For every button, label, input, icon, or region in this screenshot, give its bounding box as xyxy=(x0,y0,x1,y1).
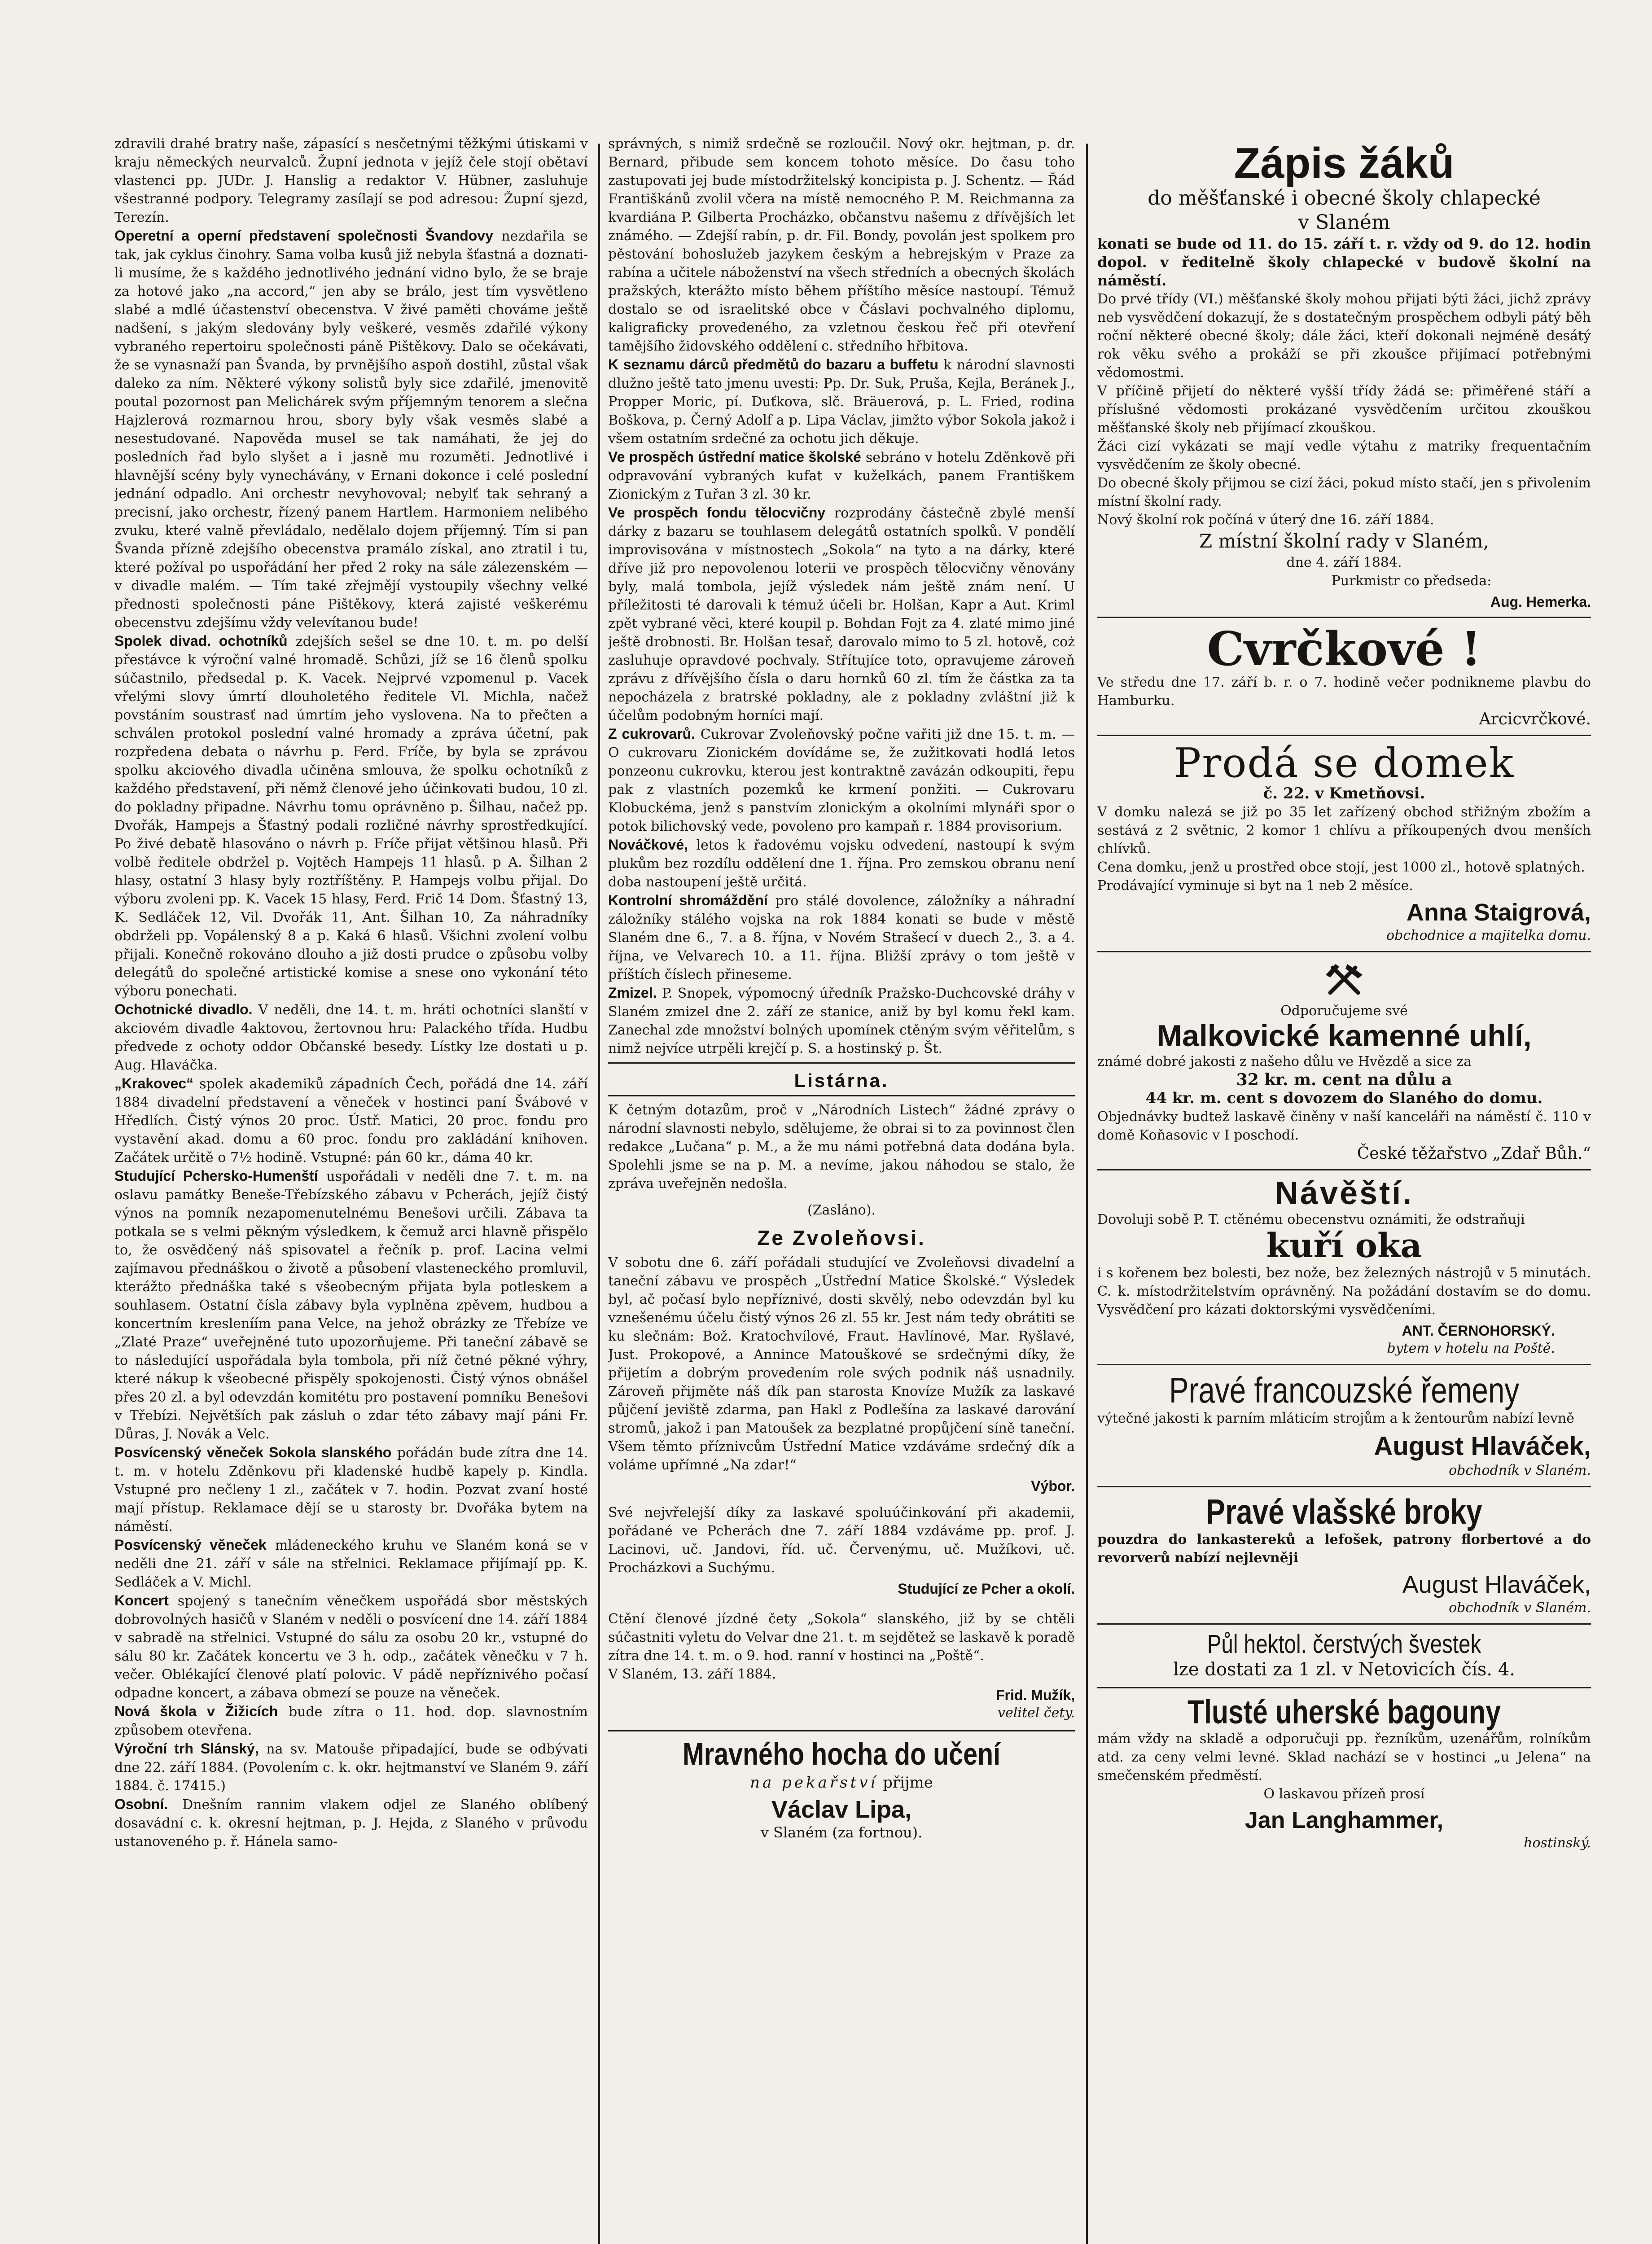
article-heading: Ochotnické divadlo. xyxy=(114,1001,253,1017)
coal-signature: České těžařstvo „Zdař Bůh.“ xyxy=(1357,1144,1591,1163)
article-heading: Zmizel. xyxy=(608,985,657,1001)
listarna-section xyxy=(608,1062,1075,1096)
newspaper-page xyxy=(114,135,1591,2244)
shot-ad xyxy=(1097,1487,1591,1625)
article xyxy=(114,1702,588,1740)
signature: Výbor. xyxy=(1031,1478,1075,1494)
article-text: V neděli, dne 14. t. m. hráti ochotníci slanští v akciovém divadle 4aktovou, žertovnou hru: Palackého třída. Hudbu předvede z ochoty oddor Občanské besedy. Lístky lze dostati u p. Aug. Hlaváčka. xyxy=(114,1002,588,1073)
zapis-date: dne 4. září 1884. xyxy=(1286,554,1402,570)
article-heading: Z cukrovarů. xyxy=(608,726,696,742)
article-text: uspořádali v neděli dne 7. t. m. na oslavu památky Beneše-Třebízského zábavu v Pcherách, jejíž čistý výnos na pomník nezapomenutelnému Benešovi určili. Zábava ta potkala se s velmi pěkným výsledkem, k čemuž arci hlavně přispělo to, že osvědčený náš spisovatel a řečník p. prof. Lacina velmi zajímavou přednáškou o životě a působení vlasteneckého promluvil, kterážto přednáška také s všeobecným přijata byla potleskem a souhlasem. Ostatní čísla zábavy byla vyplněna zpěvem, hudbou a koncertním kresleníím pana Velce, na jehož obrázky ze Třebíze ve „Zlaté Praze“ uveřejněné tuto upozorňujeme. Při taneční zábavě se to následující uspořádala byla tombola, při níž četné pěkné výhry, které nákup k všeobecné přispěly spokojenosti. Čistý výnos obnášel přes 20 zl. a byl odevzdán komitétu pro postavení pomníku Benešovi v Třebízi. Největších pak zásluh o zdar této zábavy mají páni Fr. Důras, J. Novák a Velc. xyxy=(114,1169,588,1442)
article-heading: Nová škola v Žižicích xyxy=(114,1703,278,1719)
article-heading: Kontrolní shromáždění xyxy=(608,892,768,908)
article xyxy=(114,1536,588,1591)
article-heading: Posvícenský věneček xyxy=(114,1537,267,1553)
signature: Frid. Mužík, xyxy=(996,1687,1075,1703)
article-text: mládeneckého kruhu ve Slaném koná se v neděli dne 21. září v sále na střelnici. Reklamace přijímají pp. K. Sedláček a V. Michl. xyxy=(114,1538,588,1590)
article-text: zdravili drahé bratry naše, zápasící s nesčetnými těžkými útiskami v kraju německých neurvalců. Župní jednota v jejíž čele stojí obětaví vlastenci pp. JUDr. J. Hanslig a redaktor V. Hübner, zasluhuje všestranné podpory. Telegramy zasílají se pod adresou: Župní sjezd, Terezín. xyxy=(114,136,588,225)
zapis-text: V příčině přijetí do některé vyšší třídy žádá se: přiměřené stáří a příslušné vědomosti prokázané vysvědčením určitou zkouškou měšťanské školy neb přijímací zkouškou. xyxy=(1097,383,1591,436)
house-sale-ad xyxy=(1097,736,1591,953)
belts-title: Pravé francouzské řemeny xyxy=(1169,1370,1520,1411)
house-sale-text: Cena domku, jenž u prostřed obce stojí, jest 1000 zl., hotově splatných. xyxy=(1097,859,1585,876)
coal-pretitle: Odporučujeme své xyxy=(1280,1003,1408,1019)
sokol-place: V Slaném, 13. září 1884. xyxy=(608,1666,776,1682)
zapis-subtitle: do měšťanské i obecné školy chlapecké xyxy=(1148,186,1541,210)
article-text: k národní slavnosti dlužno ještě tato jmenu uvesti: Pp. Dr. Suk, Pruša, Kejla, Beránek J., Propper Moric, pí. Duťkova, slč. Bräuerová, p. L. Fried, rodina Boškova, p. Černý Adolf a p. Lipa Václav, jimžto výbor Sokola jakož i všem ostatním srdečné za ochotu jich děkuje. xyxy=(608,357,1075,447)
article-heading: „Krakovec“ xyxy=(114,1075,194,1091)
bacon-signature-sub: hostinský. xyxy=(1524,1835,1591,1851)
article-text: sebráno v hotelu Zděnkově při odpravování vybraných kufat v kuželkách, panem Františkem Zionickým z Tuřan 3 zl. 30 kr. xyxy=(608,450,1075,502)
ad-trade: na pekařství xyxy=(750,1773,878,1792)
zapis-role: Purkmistr co předseda: xyxy=(1331,573,1492,589)
belts-ad xyxy=(1097,1365,1591,1487)
article-text: bude zítra o 11. hod. dop. slavnostním způsobem otevřena. xyxy=(114,1704,588,1738)
article xyxy=(114,1074,588,1167)
article-text: nezdařila se tak, jak cyklus činohry. Sama volba kusů již nebyla šťastná a doznati-li musíme, že s každého jednotlivého jednání vidno bylo, že se braje za hotové jako „na accord,“ jen aby se brálo, jest tím vysvětleno slabé a mdlé účastenství obecenstva. V živé paměti chováme ještě nadšení, s jakým sledovány byly veškeré, vesměs zdařilé výkony vybraného repertoiru společnosti páně Pištěkovy. Dalo se očekávati, že se vynasnaží pan Švanda, by prvnějšího aspoň dostihl, zůstal však daleko za ním. Některé výkony solistů byly sice zdařilé, jmenovitě poutal pozornost pan Melichárek svým příjemným tenorem a slečna Hajzlerová rozmarnou hrou, sbory byly však vesměs slabé a nesestudované. Napověda musel se tak namáhati, že jej do posledních řad bylo slyšet a i jasně mu rozuměti. Jednotlivé i hlavnější scény byly vynechávány, v Ernani dokonce i celé poslední jednání odpadlo. Ani orchestr nevyhovoval; nebylť tak sehraný a precisní, jako orchestr, řízený panem Hartlem. Harmoniem nelibého zvuku, které valně převládalo, nedělalo dojem příjemný. Tím si pan Švanda přízně zdejšího obecenstva pramálo získal, ano ztratil i tu, které požíval po uspořádání her před 2 roky na sále zálezenském — v divadle malém. — Tím také zřejmějí vystoupily všechny velké přednosti společnosti páne Pištěkovy, která zajisté veškerému obecenstvu zdejšímu vždy velevítanou bude! xyxy=(114,228,588,631)
shot-title: Pravé vlašské broky xyxy=(1206,1492,1482,1532)
article-heading: Koncert xyxy=(114,1592,169,1608)
bacon-ad xyxy=(1097,1688,1591,1858)
shot-text: pouzdra do lankastereků a lefošek, patrony florbertové a do revorverů nabízí nejlevněji xyxy=(1097,1532,1591,1566)
ad-place: v Slaném (za fortnou). xyxy=(760,1823,923,1841)
article-heading: Ve prospěch fondu tělocvičny xyxy=(608,504,826,521)
plums-text: lze dostati za 1 zl. v Netovicích čís. 4. xyxy=(1173,1659,1515,1680)
article xyxy=(608,984,1075,1058)
signature: Studující ze Pcher a okolí. xyxy=(898,1581,1075,1597)
article-text: správných, s nimiž srdečně se rozloučil. Nový okr. hejtman, p. dr. Bernard, přibude sem koncem tohoto měsíce. Do času toho zastupovati jej bude místodržitelský koncipista p. J. Schentz. — Řád Františkánů zvolil včera na místě nemocného P. M. Reichmanna za kvardiána P. Gilberta Procházko, občanstvu našemu z dřívějších let známého. — Zdejší rabín, p. dr. Fil. Bondy, povolán jest spolkem pro pěstování bohoslužeb jazykem českým a hebrejským v Praze za rabína a učitele náboženství na všech středních a obecných školách pražských, kterážto místo během příštího měsíce nastoupí. Témuž dostalo se od israelitské obce v Čáslavi pochvalného diplomu, kaligraficky provedeného, za vzletnou českou řeč při otevření tamějšího židovského oddělení c. středního hřbitova. xyxy=(608,136,1075,354)
article xyxy=(608,725,1075,836)
column-2 xyxy=(608,135,1075,2244)
plums-ad xyxy=(1097,1625,1591,1688)
zapis-text: Nový školní rok počíná v úterý dne 16. září 1884. xyxy=(1097,512,1434,528)
coal-price: 44 kr. m. cent s dovozem do Slaného do domu. xyxy=(1145,1089,1543,1107)
belts-signature-sub: obchodník v Slaném. xyxy=(1449,1463,1591,1479)
article-text: spojený s tanečním věnečkem uspořádá sbor městských dobrovolných hasičů v Slaném v neděli o posvícení dne 14. září 1884 v sabradě na střelnici. Vstupné do sálu za osobu 20 kr., vstupné do sálu 80 kr. Začátek koncertu ve 3 h. odp., začátek věnečku v 7 h. večer. Oblékající členové platí polovic. V pádě nepříznivého počasí odpadne koncert, a zábava obmezí se pouze na věneček. xyxy=(114,1593,588,1701)
house-sale-subtitle: č. 22. v Kmetňovsi. xyxy=(1263,785,1425,803)
article-heading: Spolek divad. ochotníků xyxy=(114,633,288,649)
article-heading: Ve prospěch ústřední matice školské xyxy=(608,449,861,465)
thanks-text: Své nejvřelejší díky za laskavé spoluúčinkování při akademii, pořádané ve Pcherách dne 7. září 1884 vzdáváme pp. prof. J. Lacinovi, uč. Jandovi, říd. uč. Červenýmu, uč. Mužíkovi, uč. Procházkovi a Suchýmu. xyxy=(608,1505,1075,1576)
zapis-text: Žáci cizí vykázati se mají vedle výtahu z matriky frequentačním vysvědčením ze školy obecné. xyxy=(1097,438,1591,473)
bacon-signature: Jan Langhammer, xyxy=(1244,1807,1444,1833)
article-heading: Osobní. xyxy=(114,1796,168,1812)
plums-title: Půl hektol. čerstvých švestek xyxy=(1207,1630,1481,1659)
cvrckove-text: Ve středu dne 17. září b. r. o 7. hodině večer podnikneme plavbu do Hamburku. xyxy=(1097,674,1591,709)
zvolenovsi-title: Ze Zvoleňovsi. xyxy=(757,1226,926,1249)
corn-removal-ad xyxy=(1097,1170,1591,1365)
column-rule xyxy=(1086,144,1088,2244)
zapis-signature: Aug. Hemerka. xyxy=(1490,593,1591,610)
zvolenovsi-text: V sobotu dne 6. září pořádali studující ve Zvoleňovsi divadelní a taneční zábavu ve prospěch „Ústřední Matice Školské.“ Výsledek byl, ač počasí bylo nepříznivé, dosti skvělý, nebo odevzdán byl ku vznešenému účelu čistý výnos 26 zl. 55 kr. Jest nám tedy obrátiti se ku slečnám: Bož. Kratochvílové, Fraut. Havlínové, Mar. Ryšlavé, Just. Prokopové, a Annince Matouškové se srdečnými díky, že přijetím a dobrým provedením role svých podnik náš usnadnily. Zároveň přijměte náš dík pan starosta Knovíze Mužík za laskavé půjčení jeviště zdarma, pan Hakl z Podlešína za laskavé darování stromů, jakož i pan Matoušek za bezplatné propůjčení síně taneční. Všem těmto příznivcům Ústřední Matice vzdáváme srdečný dík a voláme upřímné „Na zdar!“ xyxy=(608,1255,1075,1473)
coal-text: Objednávky budtež laskavě činěny v naší kanceláři na náměstí č. 110 v domě Koňasovic v I poschodí. xyxy=(1097,1109,1591,1143)
article-heading: Studující Pchersko-Humenští xyxy=(114,1168,318,1184)
article-text: letos k řadovému vojsku odvedení, nastoupí k svým plukům bez rozdílu oddělení dne 1. října. Pro zemskou obranu není doba nastoupení ještě určitá. xyxy=(608,837,1075,890)
article xyxy=(114,1000,588,1074)
article-text: spolek akademiků západních Čech, pořádá dne 14. září 1884 divadelní představení a věneček v hostinci paní Švábové v Hředlích. Čistý výnos 20 proc. Ústř. Matici, 20 proc. fondu pro vystavění akad. domu a 60 proc. fondu pro zakládání knihoven. Začátek určitě o 7½ hodině. Vstupné: pán 60 kr., dáma 40 kr. xyxy=(114,1076,588,1166)
shot-signature-sub: obchodník v Slaném. xyxy=(1449,1600,1591,1616)
sokol-notice: Ctění členové jízdné čety „Sokola“ slanského, již by se chtěli súčastniti vyletu do Velvar dne 21. t. m sejdětež se laskavě k poradě zítra dne 14. t. m. o 9. hod. ranní v hostinci na „Poště“. xyxy=(608,1611,1075,1664)
ad-name: Václav Lipa, xyxy=(771,1796,912,1823)
cvrckove-signature: Arcicvrčkové. xyxy=(1479,710,1591,728)
notice-headline: kuří oka xyxy=(1266,1227,1422,1266)
article xyxy=(114,227,588,632)
cvrckove-title: Cvrčkové ! xyxy=(1207,621,1481,676)
house-sale-text: Prodávající vyminuje si byt na 1 neb 2 měsíce. xyxy=(1097,878,1413,894)
listarna-title: Listárna. xyxy=(794,1070,889,1091)
coal-text: známé dobré jakosti z našeho důlu ve Hvězdě a sice za xyxy=(1097,1053,1472,1069)
article-text: pro stálé dovolence, záložníky a náhradní záložníky stálého vojska na rok 1884 konati se bude v městě Slaném dne 6., 7. a 8. října, v Novém Strašecí v duech 2., 3. a 4. října, ve Velvarech 10. a 11. října. Bližší zprávy o tom ještě v příštích číslech přineseme. xyxy=(608,893,1075,982)
notice-text: Dovoluji sobě P. T. ctěnému obecenstvu oznámiti, že odstraňuji xyxy=(1097,1212,1525,1228)
house-sale-signature: Anna Staigrová, xyxy=(1406,899,1591,926)
ad-line xyxy=(608,1774,1075,1792)
zapis-text: konati se bude od 11. do 15. září t. r. vždy od 9. do 12. hodin dopol. v ředitelně školy chlapecké v budově školní na náměstí. xyxy=(1097,235,1591,289)
article xyxy=(114,1443,588,1536)
article xyxy=(114,1167,588,1443)
ad-headline: Mravného hocha do učení xyxy=(682,1736,1001,1771)
article-text: Dnešním rannim vlakem odjel ze Slaného oblíbený dosavádní c. k. okresní hejtman, p. J. Hejda, z Slaného v průvodu ustanoveného p. ř. Hánela samo- xyxy=(114,1797,588,1850)
article xyxy=(114,1591,588,1702)
apprentice-ad xyxy=(608,1730,1075,1848)
article xyxy=(608,836,1075,891)
shot-signature: August Hlaváček, xyxy=(1402,1571,1591,1599)
article xyxy=(608,504,1075,725)
cvrckove-ad xyxy=(1097,618,1591,736)
column-3 xyxy=(1097,135,1591,2244)
article-text: P. Snopek, výpomocný úředník Pražsko-Duchcovské dráhy v Slaném zmizel dne 2. září ze stanice, aniž by byl komu řekl kam. Zanechal zde množství bolných upomínek ctěným svým věřitelům, s nimž nejvíce utrpěli krejčí p. S. a hostinský p. Št. xyxy=(608,986,1075,1056)
house-sale-title: Prodá se domek xyxy=(1174,739,1515,787)
notice-title: Návěští. xyxy=(1275,1175,1414,1211)
belts-text: výtečné jakosti k parním mláticím strojům a k žentourům nabízí levně xyxy=(1097,1411,1575,1427)
notice-signature: ANT. ČERNOHORSKÝ. xyxy=(1402,1323,1555,1339)
coal-ad xyxy=(1097,952,1591,1170)
bacon-title: Tlusté uherské bagouny xyxy=(1188,1693,1501,1731)
listarna-text: K četným dotazům, proč v „Národních Listech“ žádné zprávy o národní slavnosti nebylo, sdělujeme, že obrai si to za povinnost člen redakce „Lučana“ p. M., a že mu námi potřebná data dodána byla. Spolehli jsme se na p. M. a nevíme, jakou náhodou se stalo, že zpráva uveřejněn nedošla. xyxy=(608,1102,1075,1192)
zapis-text: Do obecné školy přijmou se cizí žáci, pokud místo stačí, jen s přivolením místní školní rady. xyxy=(1097,475,1591,509)
ad-verb: přijme xyxy=(883,1773,933,1792)
zapis-ad xyxy=(1097,135,1591,618)
bacon-pretext: O laskavou přízeň prosí xyxy=(1263,1786,1425,1802)
notice-signature-sub: bytem v hotelu na Poště. xyxy=(1387,1341,1555,1357)
article xyxy=(608,448,1075,504)
article-heading: Nováčkové, xyxy=(608,837,688,853)
article-text: zdejších sešel se dne 10. t. m. po delší přestávce k výroční valné hromadě. Schůzi, jíž se 16 členů spolku súčastnilo, předsedal p. K. Vacek. Nejprvé vzpomenul p. Vacek vřelými slovy úmrtí dlouholetého ředitele Vl. Michla, načež povstáním soustrasť nad úmrtím jeho vyslovena. Na to přečten a schválen protokol poslední valné hromady a zpráva účetní, pak rozpředena debata o návrhu p. Ferd. Fríče, by byla se zprávou spolku akciového divadla učiněna smlouva, že spolku ochotníků z každého představení, při němž členové jeho účinkovati budou, 10 zl. do pokladny připadne. Návrhu tomu oprávněno p. Šilhau, načež pp. Dvořák, Hampejs a Šťastný podali rozličné návrhy sprostředkující. Po živé debatě hlasováno o návrh p. Fríče přijat většinou hlasů. Při volbě ředitele obdržel p. Vojtěch Hampejs 11 hlasů. p A. Šilhan 2 hlasy, ostatní 3 hlasy byly roztříštěny. P. Hampejs volbu přijal. Do výboru zvoleni pp. K. Vacek 15 hlasy, Ferd. Frič 14 Dom. Šťastný 13, K. Sedláček 12, Vil. Dvořák 11, Ant. Šilhan 10, Za náhradníky obdrželi pp. Vopálenský 8 a p. Kaká 6 hlasů. Všichni zvolení volbu přijali. Konečně rokováno dlouho a již dosti prudce o způsobu volby delegátů do společné artistické komise a snese ono vykonání této výboru ponechati. xyxy=(114,634,588,999)
article xyxy=(114,1795,588,1851)
article-text: pořádán bude zítra dne 14. t. m. v hotelu Zděnkovu při kladenské hudbě kapely p. Kindla. Vstupné pro nečleny 1 zl., začátek v 7. hodin. Pozvat zvaní hosté mají přístup. Reklamace dějí se u starosty br. Dvořáka bytem na náměstí. xyxy=(114,1445,588,1534)
zapis-text: Do prvé třídy (VI.) měšťanské školy mohou přijati býti žáci, jichž zprávy neb vysvědčení dokazují, že s dostatečným prospěchem odbyli pátý běh roční některé obecné školy; dále žáci, kteří dokonali nejméně desátý rok věku svého a prokáží se při zkoušce přijímací potřebnými vědomostmi. xyxy=(1097,291,1591,381)
article-heading: Posvícenský věneček Sokola slanského xyxy=(114,1444,392,1460)
coal-title: Malkovické kamenné uhlí, xyxy=(1157,1019,1532,1053)
signature-role: velitel čety. xyxy=(998,1705,1075,1721)
article-heading: Výroční trh Slánský, xyxy=(114,1740,259,1757)
article-heading: K seznamu dárců předmětů do bazaru a buffetu xyxy=(608,356,938,373)
article-text: rozprodány částečně zbylé menší dárky z bazaru se touhlasem delegátů ostatních spolků. V pondělí improvisována v místnostech „Sokola“ na tyto a na dárky, které dříve již pro nepovolenou loterii ve prospěch tělocvičny věnovány byly, malá tombola, jejíž výsledek nám ještě znám není. U příležitosti té darovali k témuž účeli br. Holšan, Kapr a Aut. Kriml zpět vybrané věci, které koupil p. Bohdan Fojt za 4. zlaté mimo jiné ještě drobnosti. Br. Holšan tesař, darovalo mimo to 5 zl. hotově, coż zasluhuje opravdové pochvaly. Střítujíce toto, opravujeme zároveň zprávu z dřívějšího čísla o daru hornků 60 zl. tím že částka za ta nepocházela z bratrské pokladny, ale z pokladny zvláštní již k účelům podobným horníci mají. xyxy=(608,505,1075,723)
article xyxy=(608,891,1075,984)
hammer-pick-icon xyxy=(1097,959,1591,1002)
article xyxy=(114,632,588,1000)
bacon-text: mám vždy na skladě a odporučuji pp. řezníkům, uzenářům, rolníkům atd. za ceny velmi levné. Sklad nachází se v hostinci „u Jelena“ na smečenském předměstí. xyxy=(1097,1731,1591,1784)
house-sale-signature-sub: obchodnice a majitelka domu. xyxy=(1386,928,1591,944)
article-heading: Operetní a operní představení společnosti Švandovy xyxy=(114,228,493,244)
zapis-from: Z místní školní rady v Slaném, xyxy=(1199,530,1490,552)
article xyxy=(608,355,1075,448)
article-text: Cukrovar Zvoleňovský počne vařiti již dne 15. t. m. — O cukrovaru Zionickém dovídáme se, že zužitkovati hodlá letos ponzeonu cukrovku, kterou jest kontraktně zavázán odkoupiti, řepu pak z vlastních pozemků ke krmení ponžiti. — Cukrovaru Klobuckéma, jenž s panstvím zlonickým a okolními mlynáři spor o potok bilichovský vede, povoleno pro kampaň r. 1884 provisorium. xyxy=(608,727,1075,834)
article xyxy=(114,1740,588,1795)
column-rule xyxy=(598,144,600,2244)
coal-price: 32 kr. m. cent na důlu a xyxy=(1236,1070,1452,1089)
notice-text: i s kořenem bez bolesti, bez nože, bez železných nástrojů v 5 minutách. C. k. místodržitelstvím oprávněný. Na požádání dostavím se do domu. Vysvědčení pro kázati doktorskými vysvědčeními. xyxy=(1097,1265,1591,1318)
article-text: na sv. Matouše připadající, bude se odbývati dne 22. září 1884. (Povolením c. k. okr. hejtmanství ve Slaném 9. září 1884. č. 17415.) xyxy=(114,1741,588,1794)
house-sale-text: V domku nalezá se již po 35 let zařízený obchod střižným zbožím a sestává z 2 světnic, 2 komor 1 chlívu a příkoupených dvou menších chlívků. xyxy=(1097,804,1591,857)
zapis-subtitle: v Slaném xyxy=(1298,210,1390,234)
zaslano-label: (Zasláno). xyxy=(807,1202,876,1218)
column-1 xyxy=(114,135,588,2244)
zapis-title: Zápis žáků xyxy=(1234,139,1455,187)
belts-signature: August Hlaváček, xyxy=(1374,1432,1591,1461)
